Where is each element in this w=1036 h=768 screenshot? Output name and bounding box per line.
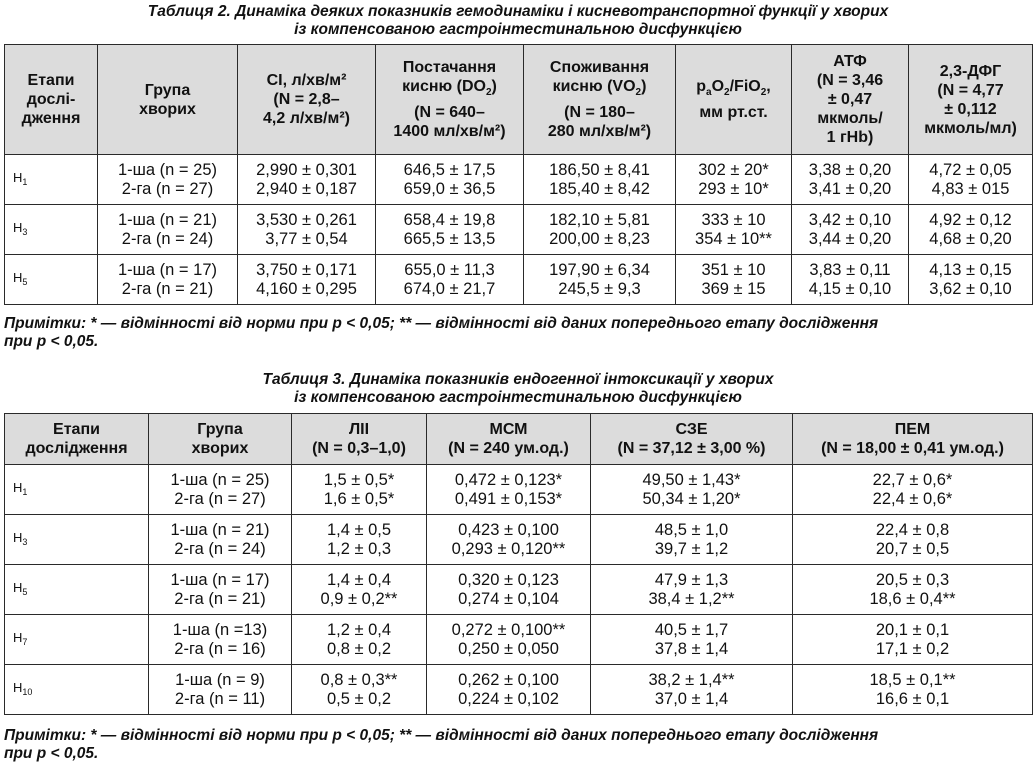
table-row: [5, 155, 1033, 205]
table2-header-stage: Етапи дослі- дження: [5, 45, 98, 155]
pao2-cell: 333 ± 10 354 ± 10**: [676, 205, 792, 255]
table-row: [5, 615, 1033, 665]
table-row: [5, 205, 1033, 255]
do2-cell: 658,4 ± 19,8 665,5 ± 13,5: [376, 205, 524, 255]
stage-cell: $H_3$: [5, 205, 98, 255]
atp-cell: 3,38 ± 0,20 3,41 ± 0,20: [792, 155, 909, 205]
group-cell: 1-ша (n = 21) 2-га (n = 24): [149, 515, 292, 565]
table2-header-group: Група хворих: [98, 45, 238, 155]
stage-cell: $H_1$: [5, 155, 98, 205]
table2: [4, 44, 1033, 305]
dfg-cell: 4,72 ± 0,05 4,83 ± 015: [909, 155, 1033, 205]
pao2-cell: 302 ± 20* 293 ± 10*: [676, 155, 792, 205]
table2-header-dfg: 2,3-ДФГ (N = 4,77 ± 0,112 мкмоль/мл): [909, 45, 1033, 155]
table3-header-row: [5, 414, 1033, 465]
sze-cell: 40,5 ± 1,7 37,8 ± 1,4: [591, 615, 793, 665]
group-cell: 1-ша (n = 17) 2-га (n = 21): [98, 255, 238, 305]
group-cell: 1-ша (n = 25) 2-га (n = 27): [98, 155, 238, 205]
table3-caption: [0, 371, 1036, 407]
stage-cell: $H_{10}$: [5, 665, 149, 715]
do2-cell: 646,5 ± 17,5 659,0 ± 36,5: [376, 155, 524, 205]
table2-caption-line2: із компенсованою гастроінтестинальною дисфункцією: [294, 21, 742, 38]
table2-header-atp: АТФ (N = 3,46 ± 0,47 мкмоль/ 1 гHb): [792, 45, 909, 155]
pem-cell: 22,7 ± 0,6* 22,4 ± 0,6*: [793, 465, 1033, 515]
table2-caption: [0, 3, 1036, 39]
stage-cell: $H_5$: [5, 565, 149, 615]
table2-note: [4, 315, 1034, 351]
table-row: [5, 665, 1033, 715]
table2-note-line1: Примітки: * — відмінності від норми при p < 0,05; ** — відмінності від даних попереднього етапу дослідження: [4, 315, 879, 332]
lii-cell: 1,2 ± 0,4 0,8 ± 0,2: [292, 615, 427, 665]
atp-cell: 3,83 ± 0,11 4,15 ± 0,10: [792, 255, 909, 305]
table3-caption-line2: із компенсованою гастроінтестинальною дисфункцією: [294, 389, 742, 406]
group-cell: 1-ша (n = 25) 2-га (n = 27): [149, 465, 292, 515]
sze-cell: 38,2 ± 1,4** 37,0 ± 1,4: [591, 665, 793, 715]
msm-cell: 0,320 ± 0,123 0,274 ± 0,104: [427, 565, 591, 615]
table2-header-pao2: $p_aO_2/FiO_2$, мм рт.ст.: [676, 45, 792, 155]
table2-header-vo2: Споживання кисню $(VO_2)$ (N = 180– 280 мл/хв/м²): [524, 45, 676, 155]
stage-cell: $H_5$: [5, 255, 98, 305]
table3-caption-line1: Таблиця 3. Динаміка показників ендогенної інтоксикації у хворих: [262, 371, 774, 388]
table3-header-pem: ПЕМ (N = 18,00 ± 0,41 ум.од.): [793, 414, 1033, 465]
sze-cell: 49,50 ± 1,43* 50,34 ± 1,20*: [591, 465, 793, 515]
table-row: [5, 565, 1033, 615]
table3-header-stage: Етапи дослідження: [5, 414, 149, 465]
ci-cell: 3,530 ± 0,261 3,77 ± 0,54: [238, 205, 376, 255]
table3-header-lii: ЛІІ (N = 0,3–1,0): [292, 414, 427, 465]
lii-cell: 1,4 ± 0,4 0,9 ± 0,2**: [292, 565, 427, 615]
atp-cell: 3,42 ± 0,10 3,44 ± 0,20: [792, 205, 909, 255]
table2-caption-line1: Таблиця 2. Динаміка деяких показників гемодинаміки і кисневотранспортної функції у хворих: [147, 3, 889, 20]
table3-note-line1: Примітки: * — відмінності від норми при p < 0,05; ** — відмінності від даних попереднього етапу дослідження: [4, 727, 879, 744]
table3-header-group: Група хворих: [149, 414, 292, 465]
lii-cell: 0,8 ± 0,3** 0,5 ± 0,2: [292, 665, 427, 715]
table-row: [5, 255, 1033, 305]
stage-cell: $H_7$: [5, 615, 149, 665]
stage-cell: $H_1$: [5, 465, 149, 515]
msm-cell: 0,262 ± 0,100 0,224 ± 0,102: [427, 665, 591, 715]
stage-cell: $H_3$: [5, 515, 149, 565]
table-row: [5, 465, 1033, 515]
table-row: [5, 515, 1033, 565]
msm-cell: 0,272 ± 0,100** 0,250 ± 0,050: [427, 615, 591, 665]
vo2-cell: 197,90 ± 6,34 245,5 ± 9,3: [524, 255, 676, 305]
table3-note-line2: при p < 0,05.: [4, 745, 99, 762]
sze-cell: 48,5 ± 1,0 39,7 ± 1,2: [591, 515, 793, 565]
vo2-cell: 186,50 ± 8,41 185,40 ± 8,42: [524, 155, 676, 205]
table3-header-sze: СЗЕ (N = 37,12 ± 3,00 %): [591, 414, 793, 465]
msm-cell: 0,423 ± 0,100 0,293 ± 0,120**: [427, 515, 591, 565]
table2-header-do2: Постачання кисню $(DO_2)$ (N = 640– 1400 мл/хв/м²): [376, 45, 524, 155]
lii-cell: 1,5 ± 0,5* 1,6 ± 0,5*: [292, 465, 427, 515]
table3: [4, 413, 1033, 715]
pem-cell: 22,4 ± 0,8 20,7 ± 0,5: [793, 515, 1033, 565]
lii-cell: 1,4 ± 0,5 1,2 ± 0,3: [292, 515, 427, 565]
group-cell: 1-ша (n = 17) 2-га (n = 21): [149, 565, 292, 615]
do2-cell: 655,0 ± 11,3 674,0 ± 21,7: [376, 255, 524, 305]
table2-note-line2: при p < 0,05.: [4, 333, 99, 350]
group-cell: 1-ша (n =13) 2-га (n = 16): [149, 615, 292, 665]
msm-cell: 0,472 ± 0,123* 0,491 ± 0,153*: [427, 465, 591, 515]
ci-cell: 2,990 ± 0,301 2,940 ± 0,187: [238, 155, 376, 205]
dfg-cell: 4,13 ± 0,15 3,62 ± 0,10: [909, 255, 1033, 305]
table2-header-row: [5, 45, 1033, 155]
table2-header-ci: CI, л/хв/м² (N = 2,8– 4,2 л/хв/м²): [238, 45, 376, 155]
ci-cell: 3,750 ± 0,171 4,160 ± 0,295: [238, 255, 376, 305]
table3-header-msm: МСМ (N = 240 ум.од.): [427, 414, 591, 465]
pem-cell: 20,5 ± 0,3 18,6 ± 0,4**: [793, 565, 1033, 615]
dfg-cell: 4,92 ± 0,12 4,68 ± 0,20: [909, 205, 1033, 255]
vo2-cell: 182,10 ± 5,81 200,00 ± 8,23: [524, 205, 676, 255]
pao2-cell: 351 ± 10 369 ± 15: [676, 255, 792, 305]
group-cell: 1-ша (n = 9) 2-га (n = 11): [149, 665, 292, 715]
pem-cell: 18,5 ± 0,1** 16,6 ± 0,1: [793, 665, 1033, 715]
sze-cell: 47,9 ± 1,3 38,4 ± 1,2**: [591, 565, 793, 615]
group-cell: 1-ша (n = 21) 2-га (n = 24): [98, 205, 238, 255]
pem-cell: 20,1 ± 0,1 17,1 ± 0,2: [793, 615, 1033, 665]
table3-note: [4, 727, 1034, 763]
